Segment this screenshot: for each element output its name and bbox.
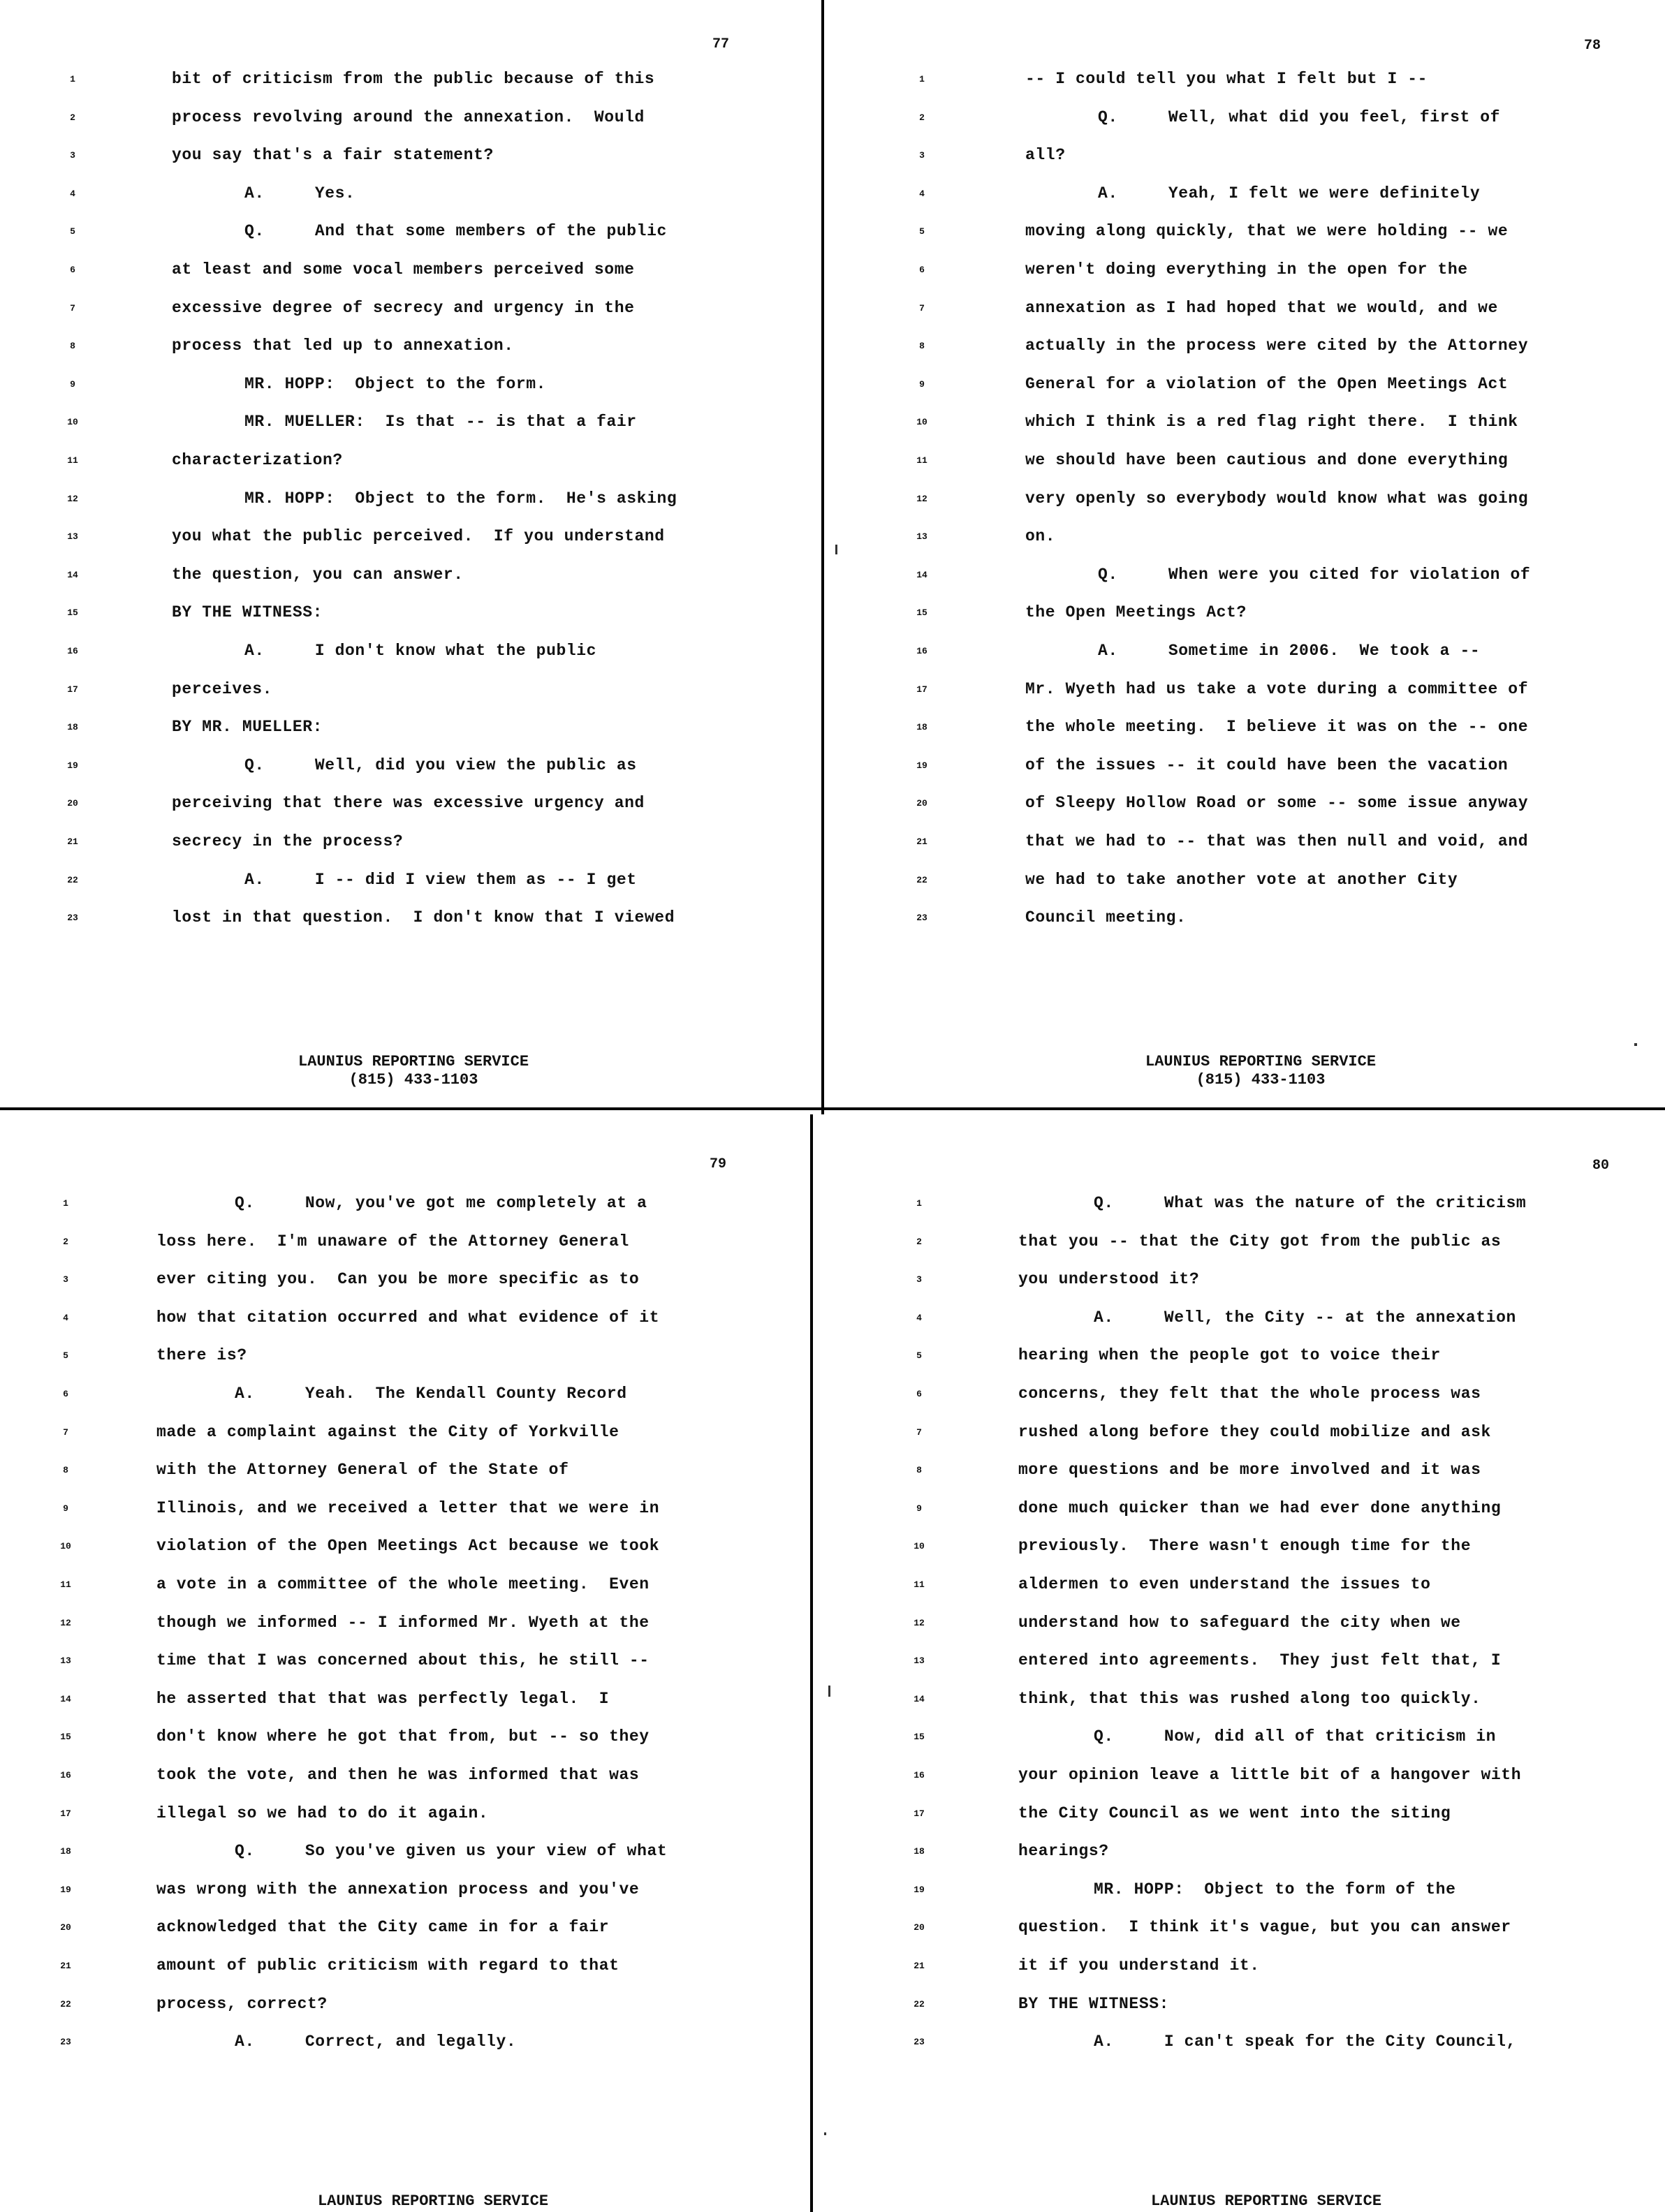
transcript-line [821,1762,1665,1799]
transcript-line [826,523,1665,561]
transcript-line [0,1991,810,2028]
line-text: perceiving that there was excessive urgency and [172,794,645,813]
transcript-page-77 [0,0,821,1110]
line-text: concerns, they felt that the whole process was [1018,1385,1481,1403]
line-text: Q. Well, did you view the public as [244,755,637,774]
line-number: 22 [60,1998,71,2010]
line-number: 23 [60,2037,71,2048]
transcript-line [0,447,821,485]
line-text: ever citing you. Can you be more specific as to [156,1270,640,1289]
transcript-line [826,714,1665,751]
line-number: 2 [63,1236,68,1247]
line-number: 20 [67,798,78,809]
line-text: the City Council as we went into the siting [1018,1804,1451,1822]
line-text: at least and some vocal members perceived some [172,260,635,279]
line-number: 8 [70,341,75,352]
line-number: 5 [70,226,75,237]
line-text: the question, you can answer. [172,565,464,584]
transcript-line [0,676,821,714]
line-text: Council meeting. [1025,908,1187,927]
line-text: actually in the process were cited by the Attorney [1025,337,1529,355]
line-number: 15 [914,1732,925,1743]
line-text: you understood it? [1018,1270,1200,1289]
line-text: understand how to safeguard the city when we [1018,1613,1461,1632]
line-number: 8 [919,341,925,352]
transcript-line [0,408,821,446]
transcript-line [821,1647,1665,1685]
transcript-line [0,332,821,370]
line-text: we had to take another vote at another City [1025,870,1458,889]
line-number: 13 [916,531,927,543]
transcript-line [0,1419,810,1457]
transcript-page-80 [821,1121,1665,2212]
line-number: 22 [914,1998,925,2010]
line-number: 18 [914,1846,925,1857]
line-text: though we informed -- I informed Mr. Wyeth at the [156,1613,650,1632]
line-number: 4 [916,1312,922,1323]
line-text: violation of the Open Meetings Act because we took [156,1537,660,1556]
line-text: Q. When were you cited for violation of [1098,565,1531,584]
transcript-line [0,66,821,103]
page-number: 80 [1592,1158,1610,1174]
line-number: 23 [916,913,927,924]
line-number: 18 [916,722,927,733]
line-text: Illinois, and we received a letter that we were in [156,1498,660,1517]
line-number: 8 [63,1465,68,1476]
line-number: 15 [60,1732,71,1743]
transcript-line [826,447,1665,485]
line-number: 17 [914,1808,925,1819]
transcript-line [0,1762,810,1799]
line-number: 4 [63,1312,68,1323]
line-number: 2 [70,112,75,123]
transcript-line [0,637,821,675]
transcript-line [0,1723,810,1761]
line-text: don't know where he got that from, but -- so they [156,1727,650,1746]
transcript-line [0,1914,810,1952]
line-text: Q. What was the nature of the criticism [1094,1194,1527,1212]
line-text: lost in that question. I don't know that I viewed [172,908,675,927]
transcript-line [0,1800,810,1838]
line-text: took the vote, and then he was informed that was [156,1766,640,1784]
line-text: he asserted that that was perfectly legal. I [156,1689,610,1708]
line-number: 1 [916,1198,922,1209]
line-number: 5 [919,226,925,237]
line-number: 5 [63,1350,68,1362]
line-text: we should have been cautious and done everything [1025,451,1509,469]
transcript-line [826,828,1665,866]
line-text: illegal so we had to do it again. [156,1804,489,1822]
line-text: annexation as I had hoped that we would, and we [1025,298,1498,317]
transcript-line [821,1914,1665,1952]
line-text: A. Yes. [244,184,355,202]
line-number: 6 [70,265,75,275]
line-text: on. [1025,527,1056,546]
footer-company-name: LAUNIUS REPORTING SERVICE [1145,1053,1377,1070]
page-footer [0,2192,866,2211]
transcript-line [0,1571,810,1609]
transcript-line [0,142,821,179]
footer-company-name: LAUNIUS REPORTING SERVICE [298,1053,529,1070]
transcript-line [821,1228,1665,1266]
transcript-line [826,371,1665,408]
line-text: acknowledged that the City came in for a fair [156,1918,610,1937]
transcript-line [821,2028,1665,2066]
line-text: A. Sometime in 2006. We took a -- [1098,642,1481,660]
line-text: your opinion leave a little bit of a hangover with [1018,1766,1522,1784]
transcript-line [826,599,1665,637]
transcript-line [0,904,821,942]
line-text: A. Yeah, I felt we were definitely [1098,184,1481,202]
line-number: 12 [67,493,78,504]
line-text: perceives. [172,679,273,698]
line-number: 16 [60,1770,71,1780]
transcript-line [826,104,1665,142]
line-number: 11 [916,455,927,466]
line-text: Q. Now, did all of that criticism in [1094,1727,1497,1746]
transcript-line [0,828,821,866]
line-number: 4 [70,188,75,199]
page-footer [821,2192,1665,2211]
line-text: -- I could tell you what I felt but I -- [1025,70,1428,88]
line-number: 17 [60,1808,71,1819]
line-number: 3 [919,150,925,161]
line-text: made a complaint against the City of Yorkville [156,1422,619,1441]
line-number: 12 [914,1617,925,1628]
line-number: 4 [919,188,925,199]
line-number: 22 [67,874,78,885]
line-number: 16 [914,1770,925,1780]
transcript-line [821,1571,1665,1609]
line-number: 19 [67,760,78,771]
line-number: 7 [916,1426,922,1438]
transcript-line [0,867,821,904]
line-number: 11 [67,455,78,466]
transcript-line [821,1457,1665,1494]
line-number: 9 [919,378,925,390]
line-text: BY THE WITNESS: [1018,1994,1170,2013]
line-number: 21 [60,1961,71,1971]
line-number: 9 [70,378,75,390]
line-text: secrecy in the process? [172,832,404,850]
line-number: 10 [60,1541,71,1552]
line-number: 19 [60,1884,71,1895]
transcript-line [0,561,821,599]
line-number: 23 [67,913,78,924]
transcript-line [0,523,821,561]
transcript-line [826,904,1665,942]
line-text: which I think is a red flag right there. I think [1025,413,1518,432]
transcript-line [826,867,1665,904]
transcript-line [0,180,821,218]
transcript-line [0,1686,810,1723]
transcript-line [0,1228,810,1266]
line-number: 10 [914,1541,925,1552]
line-text: very openly so everybody would know what was going [1025,489,1529,508]
transcript-line [0,1304,810,1342]
line-text: rushed along before they could mobilize and ask [1018,1422,1491,1441]
line-text: more questions and be more involved and it was [1018,1461,1481,1480]
transcript-line [826,180,1665,218]
line-text: think, that this was rushed along too quickly. [1018,1689,1481,1708]
line-text: MR. HOPP: Object to the form. [244,374,547,393]
transcript-line [0,1533,810,1570]
transcript-line [0,714,821,751]
line-text: of Sleepy Hollow Road or some -- some issue anyway [1025,794,1529,813]
line-number: 19 [916,760,927,771]
line-text: MR. HOPP: Object to the form of the [1094,1880,1456,1898]
line-number: 2 [916,1236,922,1247]
line-text: the Open Meetings Act? [1025,603,1247,622]
line-number: 6 [63,1389,68,1399]
line-number: 7 [70,302,75,314]
line-text: loss here. I'm unaware of the Attorney General [156,1232,629,1251]
line-text: with the Attorney General of the State of [156,1461,569,1480]
footer-company-name: LAUNIUS REPORTING SERVICE [1150,2192,1382,2210]
transcript-line [0,1342,810,1380]
line-number: 15 [67,607,78,619]
line-number: 6 [916,1389,922,1399]
line-text: done much quicker than we had ever done anything [1018,1498,1502,1517]
line-text: you say that's a fair statement? [172,146,494,165]
transcript-line [826,218,1665,256]
line-text: it if you understand it. [1018,1956,1260,1975]
vertical-divider-bottom [810,1114,813,2212]
footer-phone: (815) 433-1103 [349,1071,478,1089]
transcript-line [821,1876,1665,1914]
line-text: that you -- that the City got from the public as [1018,1232,1502,1251]
line-number: 18 [60,1846,71,1857]
line-number: 7 [919,302,925,314]
transcript-line [0,1380,810,1418]
transcript-line [826,142,1665,179]
line-number: 13 [914,1656,925,1667]
line-text: previously. There wasn't enough time for the [1018,1537,1472,1556]
line-text: A. I don't know what the public [244,642,597,660]
line-number: 3 [70,150,75,161]
line-text: that we had to -- that was then null and void, and [1025,832,1529,850]
transcript-line [0,1838,810,1875]
transcript-line [821,1723,1665,1761]
line-text: entered into agreements. They just felt that, I [1018,1651,1502,1670]
line-text: characterization? [172,451,343,469]
line-text: bit of criticism from the public because of this [172,70,655,88]
line-number: 16 [67,646,78,656]
transcript-line [0,1190,810,1227]
line-text: Q. Well, what did you feel, first of [1098,108,1501,126]
page-footer [0,1053,827,1089]
transcript-line [821,1419,1665,1457]
line-text: Mr. Wyeth had us take a vote during a committee of [1025,679,1529,698]
line-text: question. I think it's vague, but you can answer [1018,1918,1511,1937]
line-text: MR. MUELLER: Is that -- is that a fair [244,413,637,432]
transcript-line [826,637,1665,675]
line-number: 1 [63,1198,68,1209]
transcript-line [821,1495,1665,1533]
line-number: 14 [914,1693,925,1704]
transcript-line [821,1342,1665,1380]
line-text: hearing when the people got to voice their [1018,1346,1441,1365]
transcript-line [0,599,821,637]
transcript-line [0,2028,810,2066]
line-text: A. Correct, and legally. [235,2033,517,2051]
line-number: 12 [60,1617,71,1628]
line-text: A. I can't speak for the City Council, [1094,2033,1516,2051]
transcript-line [821,1380,1665,1418]
line-text: of the issues -- it could have been the vacation [1025,755,1509,774]
transcript-line [826,752,1665,790]
line-number: 12 [916,493,927,504]
line-number: 17 [916,684,927,695]
transcript-line [826,485,1665,523]
footer-phone: (815) 433-1103 [1196,1071,1326,1089]
transcript-line [821,1991,1665,2028]
transcript-line [826,295,1665,332]
line-number: 21 [67,836,78,847]
line-number: 3 [63,1274,68,1285]
line-text: process that led up to annexation. [172,337,514,355]
line-number: 11 [60,1579,71,1590]
transcript-line [826,790,1665,827]
vertical-divider-top [821,0,824,1114]
line-text: how that citation occurred and what evidence of it [156,1308,660,1327]
line-number: 20 [916,798,927,809]
transcript-line [821,1686,1665,1723]
line-number: 17 [67,684,78,695]
line-number: 8 [916,1465,922,1476]
line-number: 14 [916,569,927,580]
transcript-line [821,1838,1665,1875]
line-text: was wrong with the annexation process and you've [156,1880,640,1898]
transcript-line [0,256,821,294]
line-text: A. Well, the City -- at the annexation [1094,1308,1516,1327]
line-text: there is? [156,1346,247,1365]
line-number: 1 [70,74,75,84]
transcript-line [0,1609,810,1647]
line-number: 23 [914,2037,925,2048]
transcript-line [821,1609,1665,1647]
line-text: process, correct? [156,1994,328,2013]
transcript-line [826,66,1665,103]
line-text: time that I was concerned about this, he still -- [156,1651,650,1670]
line-number: 7 [63,1426,68,1438]
transcript-line [0,218,821,256]
transcript-line [826,256,1665,294]
line-text: hearings? [1018,1842,1109,1861]
line-text: excessive degree of secrecy and urgency in the [172,298,635,317]
line-text: process revolving around the annexation. Would [172,108,645,126]
page-number: 79 [710,1156,727,1172]
line-text: a vote in a committee of the whole meeting. Even [156,1575,650,1593]
page-footer [826,1053,1665,1089]
line-number: 10 [916,417,927,428]
transcript-line [821,1533,1665,1570]
line-text: General for a violation of the Open Meetings Act [1025,374,1509,393]
transcript-line [0,1495,810,1533]
line-number: 5 [916,1350,922,1362]
transcript-line [821,1266,1665,1304]
footer-company-name: LAUNIUS REPORTING SERVICE [317,2192,549,2210]
transcript-line [0,1457,810,1494]
line-number: 6 [919,265,925,275]
transcript-line [821,1800,1665,1838]
transcript-line [0,790,821,827]
transcript-line [0,752,821,790]
line-number: 13 [60,1656,71,1667]
line-number: 13 [67,531,78,543]
transcript-line [0,371,821,408]
line-number: 21 [916,836,927,847]
transcript-line [826,676,1665,714]
line-number: 18 [67,722,78,733]
transcript-page-79 [0,1121,810,2212]
transcript-line [826,408,1665,446]
line-number: 21 [914,1961,925,1971]
line-text: BY THE WITNESS: [172,603,323,622]
transcript-line [826,561,1665,599]
line-number: 20 [914,1922,925,1933]
line-number: 3 [916,1274,922,1285]
line-text: BY MR. MUELLER: [172,718,323,737]
line-text: all? [1025,146,1066,165]
line-number: 19 [914,1884,925,1895]
line-text: Q. And that some members of the public [244,222,667,241]
transcript-line [0,1647,810,1685]
transcript-line [0,1952,810,1990]
transcript-page-78 [826,0,1665,1110]
line-number: 20 [60,1922,71,1933]
line-text: MR. HOPP: Object to the form. He's asking [244,489,677,508]
line-number: 9 [916,1503,922,1514]
line-number: 14 [67,569,78,580]
line-text: aldermen to even understand the issues to [1018,1575,1431,1593]
page-number: 77 [712,36,730,52]
transcript-line [821,1304,1665,1342]
line-number: 16 [916,646,927,656]
transcript-line [0,104,821,142]
transcript-line [0,485,821,523]
line-number: 2 [919,112,925,123]
line-text: A. Yeah. The Kendall County Record [235,1385,627,1403]
line-number: 9 [63,1503,68,1514]
line-text: amount of public criticism with regard to that [156,1956,619,1975]
line-text: you what the public perceived. If you understand [172,527,665,546]
line-number: 11 [914,1579,925,1590]
line-text: Q. So you've given us your view of what [235,1842,668,1861]
line-text: Q. Now, you've got me completely at a [235,1194,647,1212]
transcript-line [821,1190,1665,1227]
line-text: A. I -- did I view them as -- I get [244,870,637,889]
line-number: 15 [916,607,927,619]
transcript-line [821,1952,1665,1990]
transcript-line [0,295,821,332]
line-number: 22 [916,874,927,885]
line-number: 14 [60,1693,71,1704]
line-number: 10 [67,417,78,428]
line-number: 1 [919,74,925,84]
page-number: 78 [1584,38,1601,54]
line-text: weren't doing everything in the open for the [1025,260,1468,279]
transcript-line [0,1876,810,1914]
line-text: the whole meeting. I believe it was on the -- one [1025,718,1529,737]
line-text: moving along quickly, that we were holding -- we [1025,222,1509,241]
transcript-line [826,332,1665,370]
transcript-line [0,1266,810,1304]
